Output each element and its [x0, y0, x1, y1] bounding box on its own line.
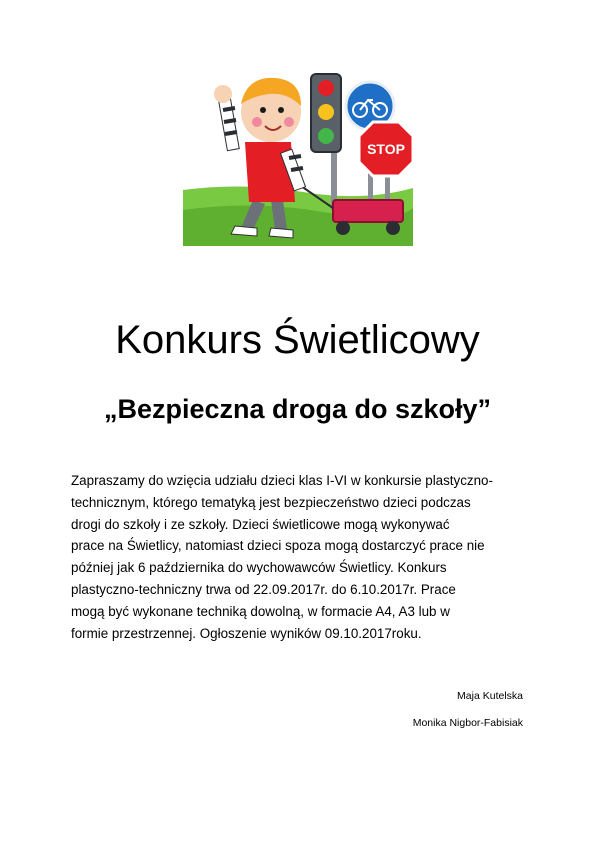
announcement-line: Zapraszamy do wzięcia udziału dzieci klas I-VI w konkursie plastyczno-	[71, 473, 493, 488]
announcement-line: formie przestrzennej. Ogłoszenie wyników 09.10.2017roku.	[71, 625, 422, 641]
announcement-line: później jak 6 października do wychowawców Świetlicy. Konkurs	[71, 560, 447, 576]
announcement-line: plastyczno-techniczny trwa od 22.09.2017r. do 6.10.2017r. Prace	[71, 581, 456, 597]
announcement-line: mogą być wykonane techniką dowolną, w formacie A4, A3 lub w	[71, 603, 450, 619]
announcement-text	[71, 470, 541, 644]
announcement-line: drogi do szkoły i ze szkoły. Dzieci świetlicowe mogą wykonywać	[71, 516, 450, 532]
poster-subtitle: „Bezpieczna droga do szkoły”	[103, 394, 492, 424]
announcement-line: technicznym, którego tematyką jest bezpieczeństwo dzieci podczas	[71, 494, 471, 510]
stop-sign-label: STOP	[367, 141, 405, 157]
announcement-line: prace na Świetlicy, natomiast dzieci spoza mogą dostarczyć prace nie	[71, 538, 485, 554]
signature-maja-kutelska: Maja Kutelska	[457, 690, 523, 702]
signature-monika-nigbor-fabisiak: Monika Nigbor-Fabisiak	[412, 717, 523, 729]
traffic-light-icon	[311, 74, 341, 210]
poster-title: Konkurs Świetlicowy	[115, 318, 480, 362]
illustration	[183, 70, 413, 246]
